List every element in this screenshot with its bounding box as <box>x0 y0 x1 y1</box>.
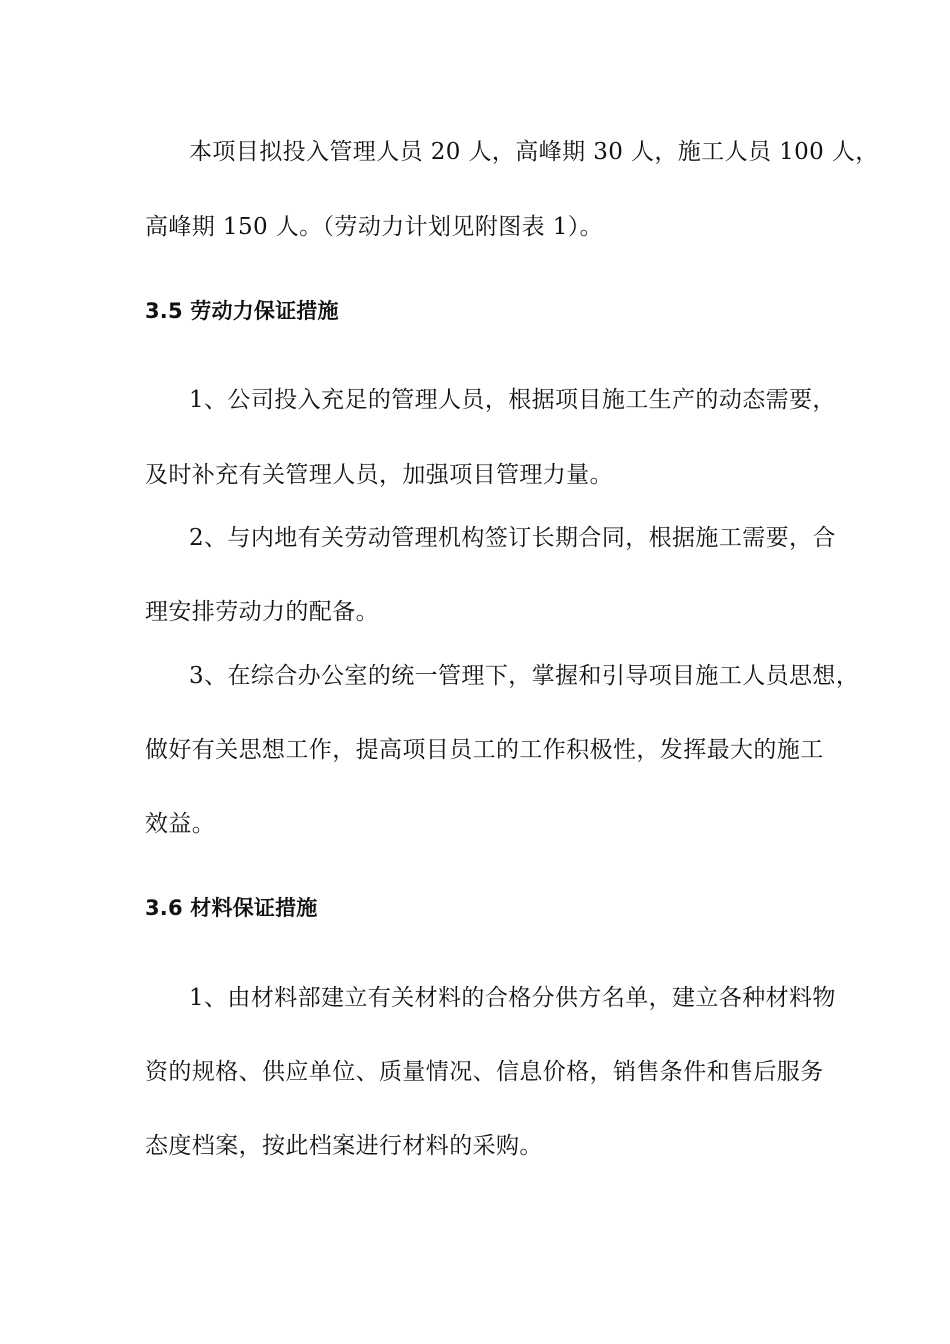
section-3-5-item-3-line-2: 做好有关思想工作，提高项目员工的工作积极性，发挥最大的施工 <box>145 737 824 763</box>
intro-line-1: 本项目拟投入管理人员 20 人，高峰期 30 人，施工人员 100 人， <box>189 139 879 165</box>
section-3-5-item-2-line-2: 理安排劳动力的配备。 <box>145 599 379 625</box>
section-3-6-item-1-line-3: 态度档案，按此档案进行材料的采购。 <box>145 1133 543 1159</box>
section-3-5-item-2-line-1: 2、与内地有关劳动管理机构签订长期合同，根据施工需要，合 <box>189 525 836 551</box>
intro-line-2: 高峰期 150 人。（劳动力计划见附图表 1）。 <box>145 214 604 240</box>
section-3-5-item-1-line-1: 1、公司投入充足的管理人员，根据项目施工生产的动态需要， <box>189 387 836 413</box>
section-3-6-item-1-line-1: 1、由材料部建立有关材料的合格分供方名单，建立各种材料物 <box>189 985 836 1011</box>
section-3-5-heading: 3.5 劳动力保证措施 <box>145 299 339 323</box>
section-3-6-item-1-line-2: 资的规格、供应单位、质量情况、信息价格，销售条件和售后服务 <box>145 1059 824 1085</box>
section-3-6-heading: 3.6 材料保证措施 <box>145 896 318 920</box>
section-3-5-item-3-line-3: 效益。 <box>145 811 216 837</box>
section-3-5-item-3-line-1: 3、在综合办公室的统一管理下，掌握和引导项目施工人员思想， <box>189 663 860 689</box>
section-3-5-item-1-line-2: 及时补充有关管理人员，加强项目管理力量。 <box>145 462 613 488</box>
